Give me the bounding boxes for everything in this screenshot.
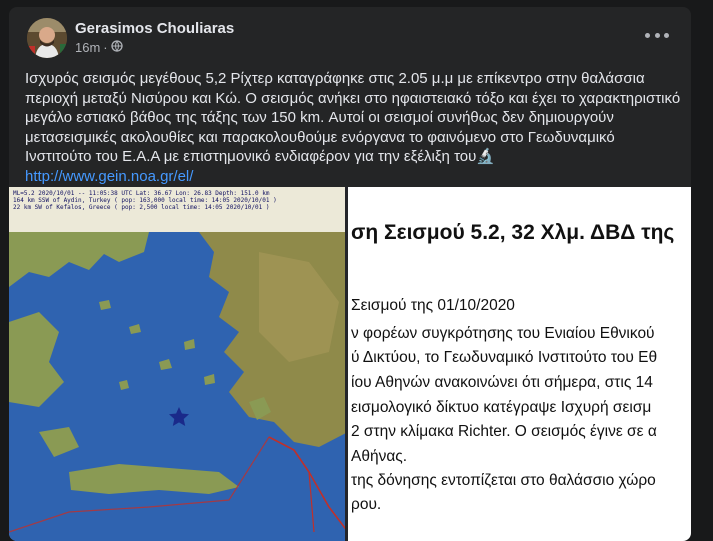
post-meta: [75, 40, 123, 55]
post-text: [25, 69, 685, 186]
post-media[interactable]: [9, 187, 691, 541]
dot-icon: [645, 33, 650, 38]
announcement-image[interactable]: [348, 187, 691, 541]
map-header-line: 22 km SW of Kefalos, Greece ( pop: 2,500 local time: 14:05 2020/10/01 ): [13, 204, 270, 211]
announcement-line: Αθήνας.: [351, 448, 408, 465]
announcement-line: της δόνησης εντοπίζεται στο θαλάσσιο χώρο: [351, 472, 656, 489]
globe-icon: [111, 40, 123, 55]
post-body: Ισχυρός σεισμός μεγέθους 5,2 Ρίχτερ καταγράφηκε στις 2.05 μ.μ με επίκεντρο στην θαλάσσια περιοχή μεταξύ Νισύρου και Κώ. Ο σεισμός ανήκει στο ηφαιστειακό τόξο και έχει το χαρακτηριστικό μεγάλο εστιακό βάθος της τάξης των 150 km. Αυτοί οι σεισμοί συνήθως δεν δημιουργούν μετασεισμικές ακολουθίες και παρακολουθούμε ενόργανα το φαινόμενο στο Γεωδυναμικό Ινστιτούτο του Ε.Α.Α με επιστημονικό ενδιαφέρον για την εξέλιξη του🔬: [25, 70, 681, 165]
post-header: [9, 7, 691, 65]
announcement-line: ρου.: [351, 496, 382, 513]
post-card: [9, 7, 691, 541]
announcement-line: Σεισμού της 01/10/2020: [351, 297, 515, 314]
more-options-button[interactable]: [645, 27, 669, 43]
announcement-title: ση Σεισμού 5.2, 32 Χλμ. ΔΒΔ της: [351, 221, 675, 244]
dot-icon: [664, 33, 669, 38]
avatar[interactable]: [27, 18, 67, 58]
post-time[interactable]: 16m: [75, 40, 101, 55]
author-name[interactable]: Gerasimos Chouliaras: [75, 20, 235, 37]
avatar-image: [27, 18, 67, 58]
dot-icon: [655, 33, 660, 38]
meta-separator: ·: [103, 40, 108, 55]
map-header-line: 164 km SSW of Aydin, Turkey ( pop: 163,000 local time: 14:05 2020/10/01 ): [13, 197, 277, 204]
map-header-line: ML=5.2 2020/10/01 -- 11:05:38 UTC Lat: 36.67 Lon: 26.83 Depth: 151.0 km: [13, 190, 270, 197]
announcement-line: ύ Δικτύου, το Γεωδυναμικό Ινστιτούτο του Εθ: [351, 349, 658, 366]
map-header: [9, 187, 348, 232]
map-graphic: [9, 232, 348, 541]
announcement-line: εισμολογικό δίκτυο κατέγραψε Ισχυρή σεισμ: [351, 399, 652, 416]
announcement-line: ν φορέων συγκρότησης του Ενιαίου Εθνικού: [351, 325, 655, 342]
announcement-line: 2 στην κλίμακα Richter. Ο σεισμός έγινε σε α: [351, 423, 657, 440]
earthquake-map-image[interactable]: [9, 187, 348, 541]
announcement-line: ίου Αθηνών ανακοινώνει ότι σήμερα, στις 14: [351, 374, 653, 391]
post-link[interactable]: http://www.gein.noa.gr/el/: [25, 167, 194, 185]
